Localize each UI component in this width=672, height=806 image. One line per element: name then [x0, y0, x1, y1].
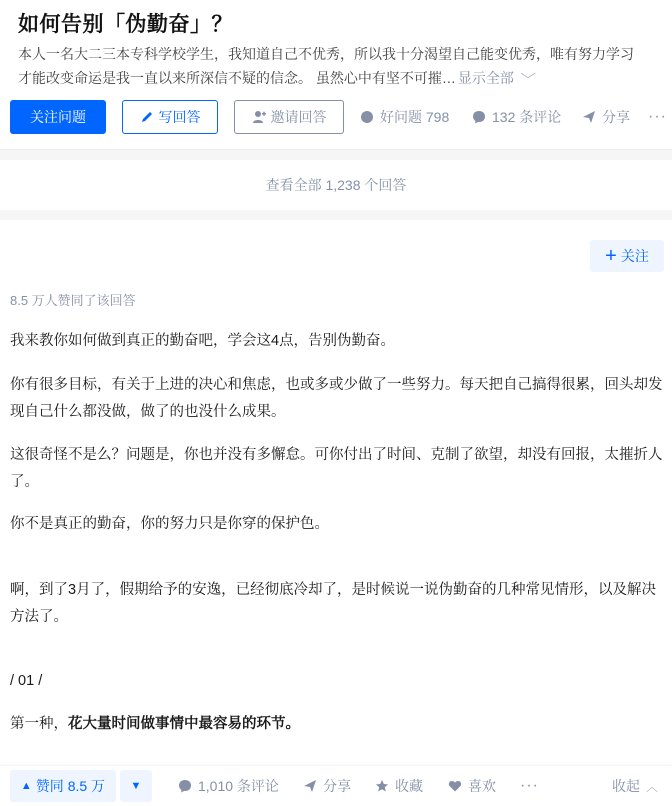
write-answer-button[interactable]	[122, 100, 218, 134]
upvoters-count[interactable]: 8.5 万人赞同了该回答	[10, 293, 136, 308]
follow-author-label: 关注	[620, 248, 649, 264]
answer-paragraph: 你不是真正的勤奋，你的努力只是你穿的保护色。	[10, 516, 329, 532]
question-comments-button[interactable]	[472, 100, 561, 134]
collect-label: 收藏	[395, 778, 423, 794]
pencil-icon	[140, 110, 154, 124]
first-kind-heading: 花大量时间做事情中最容易的环节。	[68, 716, 300, 732]
triangle-up-icon: ▲	[20, 780, 32, 792]
share-icon	[582, 110, 596, 124]
good-question-label: 好问题 798	[380, 109, 450, 125]
plus-icon: +	[605, 245, 617, 267]
question-share-button[interactable]	[582, 100, 630, 134]
person-add-icon	[252, 110, 266, 124]
write-answer-label: 写回答	[158, 109, 201, 125]
comment-icon	[472, 110, 486, 124]
answer-paragraph: 我来教你如何做到真正的勤奋吧，学会这4点，告别伪勤奋。	[10, 333, 396, 349]
excerpt-line-1: 本人一名大二三本专科学校学生，我知道自己不优秀，所以我十分渴望自己能变优秀，唯有努力学习	[18, 46, 634, 62]
answer-comments-label: 1,010 条评论	[198, 778, 279, 794]
vote-down-button[interactable]	[120, 770, 152, 802]
chevron-up-icon: ︿	[646, 779, 659, 794]
answer-paragraph: 啊，到了3月了，假期给予的安逸，已经彻底冷却了，是时候说一说伪勤奋的几种常见情形，以及解决方法了。	[10, 582, 657, 625]
answer-share-button[interactable]	[303, 770, 351, 802]
follow-question-button[interactable]: 关注问题	[10, 100, 106, 134]
follow-author-button[interactable]	[590, 240, 664, 272]
question-card	[0, 0, 672, 150]
collapse-label: 收起	[612, 778, 640, 794]
vote-up-label: 赞同 8.5 万	[35, 778, 106, 794]
first-kind-prefix: 第一种，	[10, 716, 68, 732]
share-icon	[303, 779, 317, 793]
view-all-answers-link[interactable]: 查看全部 1,238 个回答	[0, 160, 672, 210]
comment-icon	[178, 779, 192, 793]
good-question-button[interactable]	[360, 100, 449, 134]
answer-card	[0, 220, 672, 806]
collect-button[interactable]	[375, 770, 423, 802]
like-button[interactable]	[448, 770, 496, 802]
vote-up-button[interactable]	[10, 770, 116, 802]
question-title[interactable]: 如何告别「伪勤奋」？	[18, 13, 233, 36]
answer-comments-button[interactable]	[178, 770, 279, 802]
star-icon	[375, 779, 389, 793]
invite-answer-button[interactable]	[234, 100, 344, 134]
chevron-down-icon[interactable]: ﹀	[520, 72, 536, 86]
answer-paragraph	[10, 711, 666, 738]
excerpt-line-2	[18, 66, 672, 90]
invite-answer-label: 邀请回答	[270, 109, 327, 125]
like-label: 喜欢	[468, 778, 496, 794]
question-share-label: 分享	[602, 109, 630, 125]
answer-paragraph: 这很奇怪不是么？问题是，你也并没有多懈怠。可你付出了时间、克制了欲望，却没有回报，太摧折人了。	[10, 447, 663, 490]
heart-icon	[448, 779, 462, 793]
answer-paragraph: 你有很多目标，有关于上进的决心和焦虑，也或多或少做了一些努力。每天把自己搞得很累，回头却发现自己什么都没做，做了的也没什么成果。	[10, 377, 663, 420]
question-excerpt[interactable]	[18, 42, 672, 90]
answer-action-bar	[0, 766, 672, 806]
triangle-down-icon: ▼	[130, 780, 142, 792]
collapse-button[interactable]	[612, 770, 658, 802]
question-more-button[interactable]: ···	[648, 108, 667, 125]
answer-more-button[interactable]: ···	[520, 777, 539, 794]
good-question-icon	[360, 110, 374, 124]
answer-share-label: 分享	[323, 778, 351, 794]
question-comments-label: 132 条评论	[492, 109, 562, 125]
show-all-link[interactable]: 显示全部	[457, 70, 514, 86]
excerpt-line-2-text: 才能改变命运是我一直以来所深信不疑的信念。 虽然心中有坚不可摧…	[18, 70, 456, 86]
section-marker: / 01 /	[10, 673, 43, 689]
